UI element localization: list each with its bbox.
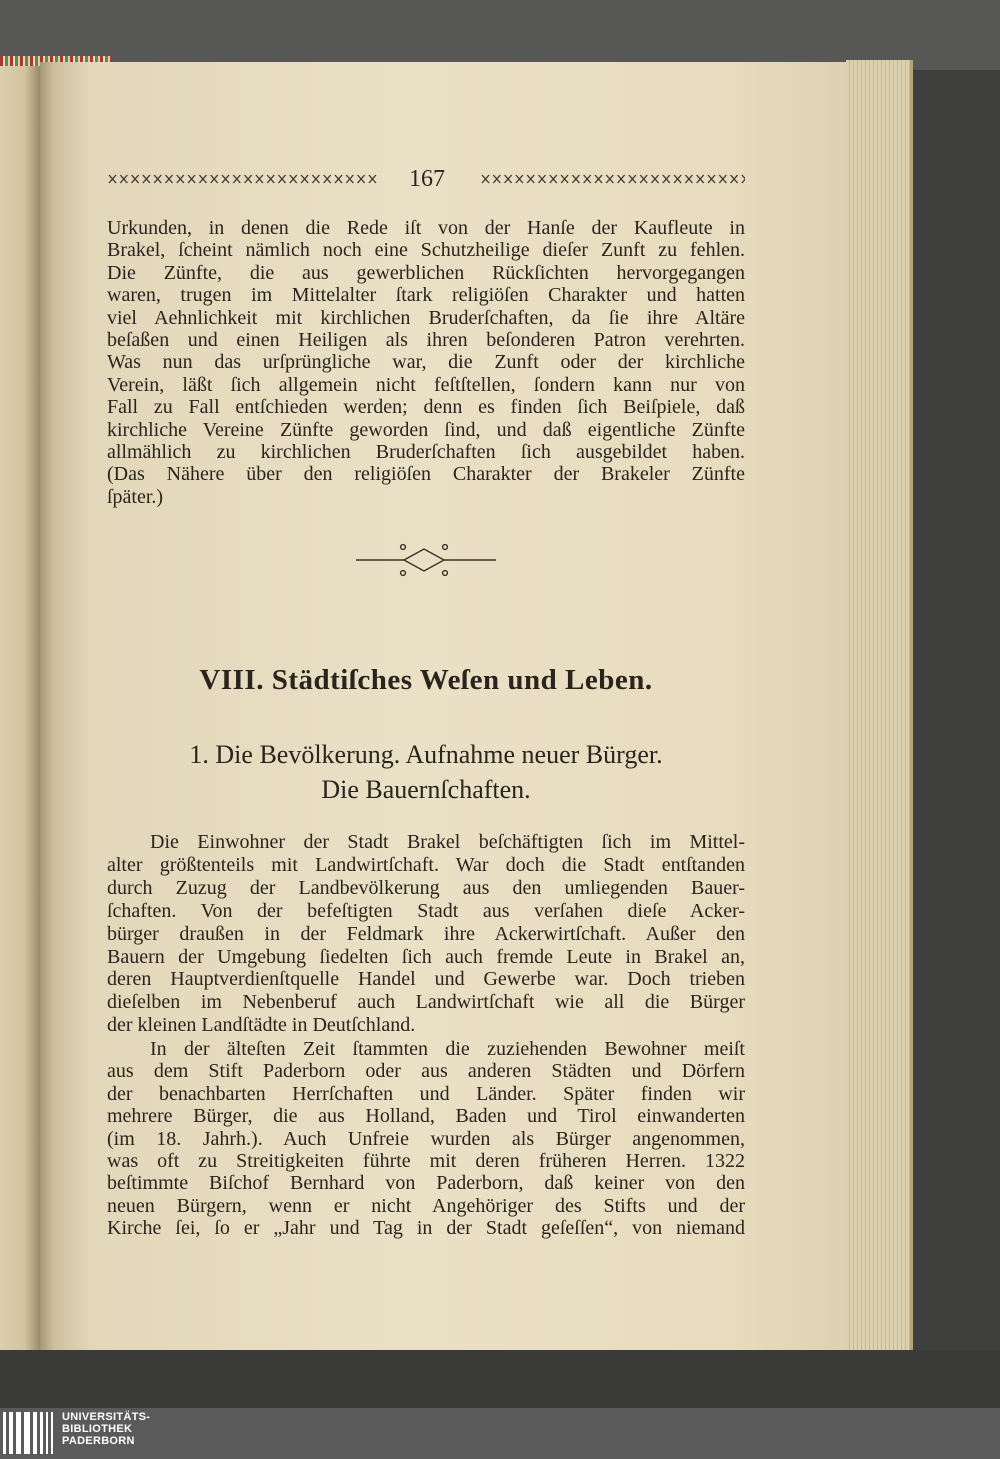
text-line: viel Aehnlichkeit mit kirchlichen Bruderſchaften, da ſie ihre Altäre bbox=[107, 306, 745, 329]
logo-text-line: BIBLIOTHEK bbox=[62, 1423, 133, 1435]
text-line: Brakel, ſcheint nämlich noch eine Schutzheilige dieſer Zunft zu fehlen. bbox=[107, 239, 745, 262]
facing-page-edge bbox=[0, 66, 42, 1350]
text-line: Kirche ſei, ſo er „Jahr und Tag in der Stadt geſeſſen“, von niemand bbox=[107, 1217, 745, 1240]
text-line: bürger draußen in der Feldmark ihre Ackerwirtſchaft. Außer den bbox=[107, 922, 745, 945]
library-logo-icon bbox=[2, 1410, 56, 1456]
text-line: der benachbarten Herrſchaften und Länder. Später finden wir bbox=[107, 1082, 745, 1105]
logo-text-line: PADERBORN bbox=[62, 1435, 135, 1447]
running-header bbox=[107, 164, 745, 194]
ornament-band-right bbox=[480, 173, 745, 185]
text-line: mehrere Bürger, die aus Holland, Baden und Tirol einwanderten bbox=[107, 1105, 745, 1128]
text-line: ſpäter.) bbox=[107, 485, 164, 508]
section-heading-line-1: 1. Die Bevölkerung. Aufnahme neuer Bürger. bbox=[189, 740, 663, 769]
chapter-heading: VIII. Städtiſches Weſen und Leben. bbox=[199, 664, 653, 696]
text-line: beſaßen und einen Heiligen als ihren beſonderen Patron verehrten. bbox=[107, 329, 745, 352]
paragraph-3 bbox=[107, 1038, 745, 1240]
text-line: Verein, läßt ſich allgemein nicht feſtſtellen, ſondern kann nur von bbox=[107, 373, 745, 396]
text-line: In der älteſten Zeit ſtammten die zuziehenden Bewohner meiſt bbox=[150, 1038, 745, 1060]
divider-ornament bbox=[356, 542, 496, 578]
text-line: ſchaften. Von der befeſtigten Stadt aus verſahen dieſe Acker- bbox=[107, 899, 745, 922]
text-line: der kleinen Landſtädte in Deutſchland. bbox=[107, 1014, 416, 1037]
text-line: Urkunden, in denen die Rede iſt von der Hanſe der Kaufleute in bbox=[107, 217, 745, 239]
paragraph-1 bbox=[107, 217, 745, 508]
text-line: Bauern der Umgebung ſiedelten ſich auch fremde Leute in Brakel an, bbox=[107, 945, 745, 968]
text-line: Was nun das urſprüngliche war, die Zunft oder der kirchliche bbox=[107, 351, 745, 374]
text-line: (Das Nähere über den religiöſen Charakter der Brakeler Zünfte bbox=[107, 463, 745, 486]
section-heading bbox=[107, 737, 745, 807]
page-stack-edge bbox=[846, 60, 913, 1350]
text-line: was oft zu Streitigkeiten führte mit deren früheren Herren. 1322 bbox=[107, 1150, 745, 1173]
section-heading-line-2: Die Bauernſchaften. bbox=[321, 775, 531, 804]
library-logo-text bbox=[62, 1411, 150, 1447]
logo-text-line: UNIVERSITÄTS- bbox=[62, 1411, 151, 1423]
page-number: 167 bbox=[409, 166, 445, 192]
text-line: waren, trugen im Mittelalter ſtark religiöſen Charakter und hatten bbox=[107, 284, 745, 307]
text-line: beſtimmte Biſchof Bernhard von Paderborn, daß keiner von den bbox=[107, 1172, 745, 1195]
text-line: deren Hauptverdienſtquelle Handel und Gewerbe war. Doch trieben bbox=[107, 968, 745, 991]
scan-background-bottom bbox=[0, 1350, 1000, 1408]
text-line: alter größtenteils mit Landwirtſchaft. War doch die Stadt entſtanden bbox=[107, 853, 745, 876]
ornament-band-left bbox=[107, 173, 378, 185]
text-line: kirchliche Vereine Zünfte geworden ſind, und daß eigentliche Zünfte bbox=[107, 418, 745, 441]
text-line: neuen Bürgern, wenn er nicht Angehöriger des Stifts und der bbox=[107, 1194, 745, 1217]
text-line: dieſelben im Nebenberuf auch Landwirtſchaft wie all die Bürger bbox=[107, 991, 745, 1014]
text-line: allmählich zu kirchlichen Bruderſchaften ſich ausgebildet haben. bbox=[107, 441, 745, 464]
text-line: Die Zünfte, die aus gewerblichen Rückſichten hervorgegangen bbox=[107, 261, 745, 284]
text-line: (im 18. Jahrh.). Auch Unfreie wurden als Bürger angenommen, bbox=[107, 1127, 745, 1150]
paragraph-2 bbox=[107, 831, 745, 1037]
text-line: aus dem Stift Paderborn oder aus anderen Städten und Dörfern bbox=[107, 1060, 745, 1083]
text-line: Fall zu Fall entſchieden werden; denn es finden ſich Beiſpiele, daß bbox=[107, 396, 745, 419]
text-line: Die Einwohner der Stadt Brakel beſchäftigten ſich im Mittel- bbox=[150, 831, 745, 853]
text-line: durch Zuzug der Landbevölkerung aus den umliegenden Bauer- bbox=[107, 876, 745, 899]
